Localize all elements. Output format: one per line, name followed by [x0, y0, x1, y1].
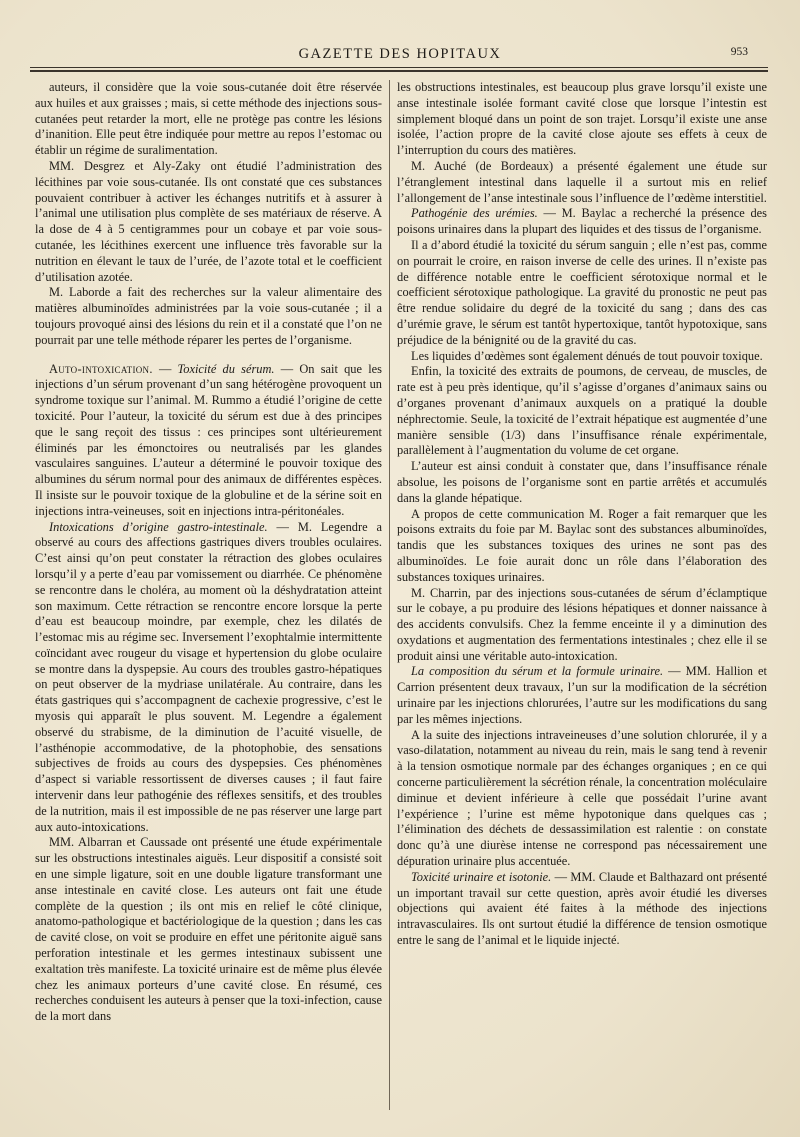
paragraph-text: L’auteur est ainsi conduit à constater que, dans l’insuffisance rénale absolue, les poisons de l’organisme sont en partie arrêtés et accumulés dans la glande hépatique.	[397, 459, 767, 505]
paragraph-text: A propos de cette communication M. Roger a fait remarquer que les poisons extraits du foie par M. Baylac sont des substances albuminoïdes, tandis que les substances toxiques des urines ne sont pas des albuminoïdes. Le foie aurait donc un rôle dans l’élaboration des substances toxiques urinaires.	[397, 506, 767, 584]
page-header	[24, 46, 776, 66]
paragraph	[397, 507, 767, 586]
paragraph-text: les obstructions intestinales, est beaucoup plus grave lorsqu’il existe une anse intestinale isolée formant cavité close que lorsque l’intestin est simplement bloqué dans un point de son trajet. Lorsqu’il existe une anse isolée, l’action propre de la cavité close ajoute ses effets à ceux de l’interruption du cours des matières.	[397, 80, 767, 158]
paragraph: Auto-intoxication. — Toxicité du sérum. — On sait que les injections d’un sérum provenant d’un sang hétérogène provoquent un syndrome toxique sur l’animal. M. Rummo a étudié l’origine de cette toxicité. Pour l’auteur, la toxicité du sérum est due à des principes que le sang reçoit des tissus : ces principes sont ultérieurement éliminés par les émonctoires ou neutralisés par les glandes vasculaires sanguines. L’auteur a déterminé le pouvoir toxique des albumines du sérum normal pour des animaux de différentes espèces. Il insiste sur le pouvoir toxique de la globuline et de la sérine soit en injections intra-veineuses, soit en injections intra-péritonéales.	[35, 361, 382, 518]
paragraph	[397, 364, 767, 459]
right-column	[397, 80, 767, 949]
left-column	[35, 80, 382, 1025]
paragraph-text: A la suite des injections intraveineuses d’une solution chlorurée, il y a vaso-dilatation, notamment au niveau du rein, mais le sang tend à revenir à la tension osmotique normale par des échanges organiques ; en ce qui concerne particulièrement la sécrétion rénale, la concentration moléculaire diminue et devient inférieure à celle que possédait l’urine avant l’expérience ; l’urine est même hypotonique dans quelques cas ; l’élimination des déchets de dessassimilation est ralentie : on constate donc qu’à une diurèse intense ne correspond pas nécessairement une dépuration urinaire plus accentuée.	[397, 727, 767, 869]
paragraph	[397, 80, 767, 159]
paragraph	[35, 835, 382, 1025]
paragraph-text: M. Auché (de Bordeaux) a présenté également une étude sur l’étranglement intestinal dans laquelle il a surtout mis en relief l’allongement de l’anse intestinale sous l’influence de l’œdème interstitiel.	[397, 158, 767, 205]
paragraph	[397, 586, 767, 665]
paragraph-text: auteurs, il considère que la voie sous-cutanée doit être réservée aux huiles et aux graisses ; mais, si cette méthode des injections sous-cutanées peut retarder la mort, elle ne protège pas contre les lésions d’inanition. Elle peut être indiquée pour mettre au repos l’estomac ou établir un régime de suralimentation.	[35, 80, 382, 158]
paragraph-text: M. Laborde a fait des recherches sur la valeur alimentaire des matières albuminoïdes administrées par la voie sous-cutanée ; il a toujours provoqué ainsi des lésions du rein et il a constaté que l’on ne pourrait par une telle méthode réparer les pertes de l’organisme.	[35, 285, 382, 347]
section-subhead: La composition du sérum et la formule urinaire.	[411, 664, 664, 679]
paragraph	[397, 349, 767, 365]
paragraph	[35, 159, 382, 285]
section-lead: Auto-intoxication.	[49, 361, 153, 376]
paragraph-text: M. Charrin, par des injections sous-cutanées de sérum d’éclamptique sur le cobaye, a pu produire des lésions hépatiques et donner naissance à des accidents convulsifs. Chez la femme enceinte il y a diminution des oxydations et augmentation des fermentations intestinales ; chez elle il se produit ainsi une véritable auto-intoxication.	[397, 585, 767, 663]
paragraph	[397, 238, 767, 349]
page-number: 953	[730, 46, 748, 58]
paragraph-text: MM. Claude et Balthazard ont présenté un important travail sur cette question, après avoir étudié les diverses objections qui avaient été faites à la méthode des injections intravasculaires. Ils ont surtout étudié la différence de tension osmotique entre le sang de l’animal et le liquide injecté.	[397, 869, 768, 948]
header-rule-thick	[30, 70, 768, 72]
paragraph	[397, 159, 767, 206]
paragraph-text: On sait que les injections d’un sérum provenant d’un sang hétérogène provoquent un syndrome toxique sur l’animal. M. Rummo a étudié l’origine de cette toxicité. Pour l’auteur, la toxicité du sérum est due à des principes que le sang reçoit des tissus : ces principes sont ultérieurement éliminés par les émonctoires ou neutralisés par les glandes vasculaires sanguines. L’auteur a déterminé le pouvoir toxique des albumines du sérum normal pour des animaux de différentes espèces. Il insiste sur le pouvoir toxique de la globuline et de la sérine soit en injections intra-veineuses, soit en injections intra-péritonéales.	[35, 361, 382, 518]
section-subhead: Pathogénie des urémies.	[411, 206, 538, 221]
paragraph-text: Enfin, la toxicité des extraits de poumons, de cerveau, de muscles, de rate est à peu près identique, qu’il s’agisse d’organes d’animaux sains ou d’organes provenant d’animaux auxquels on a pratiqué la double néphrectomie. Seule, la toxicité de l’extrait hépatique est augmentée d’une manière sensible (1/3) dans l’insuffisance rénale expérimentale, parallèlement à l’augmentation du volume de cet organe.	[397, 364, 767, 458]
paragraph	[35, 80, 382, 159]
header-rule-thin	[30, 67, 768, 68]
paragraph	[35, 285, 382, 348]
column-divider	[389, 80, 390, 1110]
paragraph: La composition du sérum et la formule urinaire. — MM. Hallion et Carrion présentent deux travaux, l’un sur la modification de la sécrétion urinaire par les injections chlorurées, l’autre sur les modifications du sang par les mêmes injections.	[397, 664, 767, 726]
paragraph: Intoxications d’origine gastro-intestinale. — M. Legendre a observé au cours des affections gastriques divers troubles oculaires. C’est ainsi qu’on peut constater la rétraction des globes oculaires lorsqu’il y a perte d’eau par vomissement ou diarrhée. Ce phénomène se rencontre dans le choléra, au moment où la déshydratation atteint son maximum. Cette rétraction se rencontre encore lorsque la perte d’eau est beaucoup moindre, par exemple, chez les dilatés de l’estomac mis au régime sec. Inversement l’exophtalmie intermittente coïncidant avec rougeur du visage et hypertension du globe oculaire se montre dans la dyspepsie. Au cours des troubles gastro-hépatiques on peut observer de la mydriase unilatérale. Au contraire, dans les états gastriques qui s’accompagnent de cachexie progressive, c’est le myosis qui apparaît le plus souvent. M. Legendre a également observé du strabisme, de la diminution de l’acuité visuelle, de l’asthénopie accommodative, de la photophobie, des sensations subjectives de froids au cours des dyspepsies. Ces phénomènes d’aspect si variable ressortissent de diverses causes ; il faut faire intervenir dans leur pathogénie des réflexes sensitifs, et des troubles de la nutrition, mais il est impossible de ne pas réserver une large part aux auto-intoxications.	[35, 519, 383, 834]
paragraph-text: Les liquides d’œdèmes sont également dénués de tout pouvoir toxique.	[411, 348, 763, 363]
section-subhead: Toxicité urinaire et isotonie.	[411, 869, 552, 884]
paragraph-text: MM. Albarran et Caussade ont présenté une étude expérimentale sur les obstructions intestinales aiguës. Leur dispositif a consisté soit en une simple ligature, soit en une double ligature transformant une anse intestinale en cavité close. Les auteurs ont fait une étude complète de la question ; ils ont mis en relief le côté clinique, anatomo-pathologique et bactériologique de la question ; dans les cas de cavité close, on voit se produire en effet une péritonite aiguë sans perforation intestinale et les germes intestinaux subissent une exaltation très manifeste. La toxicité urinaire est de même plus élevée chez les animaux porteurs d’une cavité close. En résumé, ces recherches conduisent les auteurs à penser que la toxi-infection, cause de la mort dans	[35, 835, 382, 1024]
paragraph-text: Il a d’abord étudié la toxicité du sérum sanguin ; elle n’est pas, comme on pourrait le croire, en raison inverse de celle des urines. Il n’existe pas de différence notable entre le coefficient sérotoxique normal et le coefficient sérotoxique pathologique. La gravité du pronostic ne peut pas être rendue solidaire du degré de la toxicité du sang ; dans des cas d’urémie grave, le sérum est tantôt hypertoxique, tantôt hypotoxique, sans préjudice de la bénignité ou de la gravité du cas.	[397, 237, 767, 347]
paragraph: Pathogénie des urémies. — M. Baylac a recherché la présence des poisons urinaires dans la plupart des liquides et des tissus de l’organisme.	[397, 206, 767, 237]
paragraph-text: M. Baylac a recherché la présence des poisons urinaires dans la plupart des liquides et des tissus de l’organisme.	[397, 206, 767, 237]
paragraph: Toxicité urinaire et isotonie. — MM. Claude et Balthazard ont présenté un important travail sur cette question, après avoir étudié les diverses objections qui avaient été faites à la méthode des injections intravasculaires. Ils ont surtout étudié la différence de tension osmotique entre le sang de l’animal et le liquide injecté.	[397, 869, 768, 948]
paragraph-text: MM. Hallion et Carrion présentent deux travaux, l’un sur la modification de la sécrétion urinaire par les injections chlorurées, l’autre sur les modifications du sang par les mêmes injections.	[397, 664, 767, 726]
section-subhead: Toxicité du sérum.	[177, 361, 275, 376]
paragraph-text: M. Legendre a observé au cours des affections gastriques divers troubles oculaires. C’est ainsi qu’on peut constater la rétraction des globes oculaires lorsqu’il y a perte d’eau par vomissement ou diarrhée. Ce phénomène se rencontre dans le choléra, au moment où la déshydratation atteint son maximum. Cette rétraction se rencontre encore lorsque la perte d’eau est beaucoup moindre, par exemple, chez les dilatés de l’estomac mis au régime sec. Inversement l’exophtalmie intermittente coïncidant avec rougeur du visage et hypertension du globe oculaire se montre dans la dyspepsie. Au cours des troubles gastro-hépatiques on peut observer de la mydriase unilatérale. Au contraire, dans les états gastriques qui s’accompagnent de cachexie progressive, c’est le myosis qui apparaît le plus souvent. M. Legendre a également observé du strabisme, de la diminution de l’acuité visuelle, de l’asthénopie accommodative, de la photophobie, des sensations subjectives de froids au cours des dyspepsies. Ces phénomènes d’aspect si variable ressortissent de diverses causes ; il faut faire intervenir dans leur pathogénie des réflexes sensitifs, et des troubles de la nutrition, mais il est impossible de ne pas réserver une large part aux auto-intoxications.	[35, 519, 383, 834]
journal-title: GAZETTE DES HOPITAUX	[298, 46, 502, 62]
paragraph	[397, 459, 767, 506]
paragraph	[397, 728, 767, 870]
section-subhead: Intoxications d’origine gastro-intestinale.	[49, 519, 268, 534]
paragraph-text: MM. Desgrez et Aly-Zaky ont étudié l’administration des lécithines par voie sous-cutanée. Ils ont constaté que ces substances pouvaient contribuer à activer les échanges nutritifs et à assurer à l’animal une utilisation plus complète de ses matériaux de réserve. A la dose de 4 à 5 centigrammes pour un cobaye et par voie sous-cutanée, les lécithines exercent une influence très favorable sur la nutrition en élevant le taux de l’urée, de l’azote total et le coefficient d’utilisation azotée.	[35, 158, 382, 284]
